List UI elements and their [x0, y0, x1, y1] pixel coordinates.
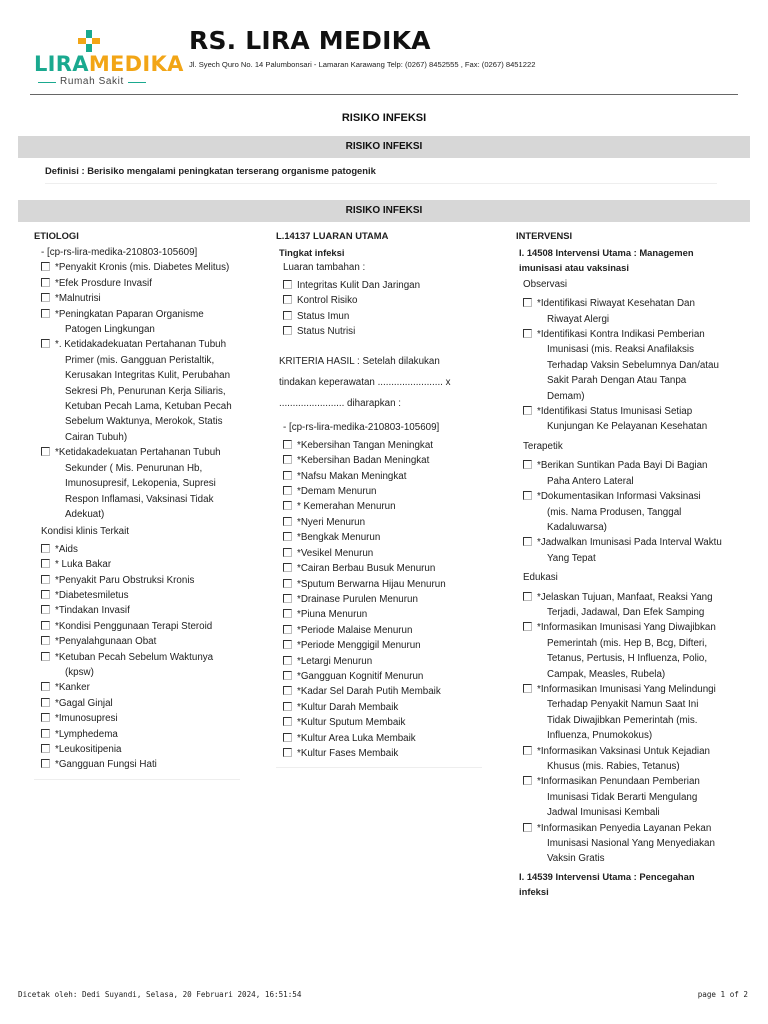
kriteria-item[interactable] [283, 638, 482, 653]
etiologi-item[interactable] [41, 445, 240, 522]
kondisi-item[interactable] [41, 711, 240, 726]
checkbox[interactable] [283, 579, 292, 588]
kriteria-item-label: *Letargi Menurun [297, 655, 373, 667]
document-title: RISIKO INFEKSI [341, 112, 427, 124]
luaran-item-label: Status Nutrisi [297, 326, 356, 338]
intervensi-item-label: *Identifikasi Riwayat Kesehatan Dan Riwayat Alergi [537, 298, 695, 325]
kriteria-item[interactable] [283, 669, 482, 684]
terapetik-list [516, 458, 722, 566]
etiologi-item-label: *Ketidakadekuatan Pertahanan Tubuh Sekunder ( Mis. Penurunan Hb, Imunosupresif, Lekopenia, Supresi Respon Inflamasi, Vaksinasi Tidak Adekuat) [55, 447, 221, 520]
kondisi-item-label: *Aids [55, 543, 78, 555]
kriteria-item[interactable] [283, 484, 482, 499]
kriteria-item-label: *Bengkak Menurun [297, 532, 381, 544]
edukasi-item[interactable] [523, 744, 722, 775]
etiologi-item[interactable] [41, 337, 240, 445]
section-band-top: RISIKO INFEKSI [18, 136, 750, 158]
checkbox[interactable] [41, 575, 50, 584]
checkbox[interactable] [41, 621, 50, 630]
intervensi-column [516, 228, 722, 900]
kriteria-item[interactable] [283, 746, 482, 761]
kriteria-item-label: *Sputum Berwarna Hijau Menurun [297, 578, 446, 590]
kondisi-item-label: *Tindakan Invasif [55, 605, 130, 617]
etiologi-item[interactable] [41, 291, 240, 306]
edukasi-label: Edukasi [523, 572, 558, 584]
checkbox[interactable] [283, 656, 292, 665]
kriteria-item-label: *Drainase Purulen Menurun [297, 593, 418, 605]
kriteria-item-label: *Nafsu Makan Meningkat [297, 470, 407, 482]
observasi-item[interactable] [523, 327, 722, 404]
luaran-heading: L.14137 LUARAN UTAMA [276, 230, 389, 241]
kriteria-item[interactable] [283, 515, 482, 530]
checkbox[interactable] [523, 684, 532, 693]
edukasi-item[interactable] [523, 682, 722, 744]
kriteria-item-label: *Nyeri Menurun [297, 516, 366, 528]
etiologi-list [34, 260, 240, 522]
kriteria-item[interactable] [283, 438, 482, 453]
luaran-tambahan-item[interactable] [283, 309, 482, 324]
logo-medika: MEDIKA [88, 52, 184, 76]
checkbox[interactable] [41, 447, 50, 456]
logo-subtitle: Rumah Sakit [60, 76, 124, 87]
checkbox[interactable] [41, 744, 50, 753]
kriteria-item-label: *Kadar Sel Darah Putih Membaik [297, 686, 441, 698]
kriteria-item[interactable] [283, 453, 482, 468]
kondisi-item[interactable] [41, 757, 240, 772]
checkbox[interactable] [523, 622, 532, 631]
kriteria-item[interactable] [283, 623, 482, 638]
kriteria-line: tindakan keperawatan ........................ x [279, 377, 451, 389]
etiologi-item[interactable] [41, 260, 240, 275]
luaran-tambahan-list [276, 278, 482, 340]
checkbox[interactable] [523, 746, 532, 755]
terapetik-item[interactable] [523, 458, 722, 489]
checkbox[interactable] [523, 406, 532, 415]
document-header [0, 0, 768, 96]
column-divider [34, 779, 240, 780]
kondisi-label: Kondisi klinis Terkait [41, 526, 130, 538]
checkbox[interactable] [283, 295, 292, 304]
checkbox[interactable] [283, 702, 292, 711]
kriteria-item-label: *Periode Menggigil Menurun [297, 640, 421, 652]
kriteria-item[interactable] [283, 607, 482, 622]
checkbox[interactable] [41, 652, 50, 661]
edukasi-item[interactable] [523, 774, 722, 820]
kriteria-item[interactable] [283, 577, 482, 592]
terapetik-item[interactable] [523, 489, 722, 535]
kondisi-item-label: *Diabetesmiletus [55, 589, 129, 601]
checkbox[interactable] [523, 298, 532, 307]
luaran-cp-ref: - [cp-rs-lira-medika-210803-105609] [283, 422, 440, 434]
kriteria-item[interactable] [283, 561, 482, 576]
page-number: page 1 of 2 [697, 990, 748, 999]
hospital-address: Jl. Syech Quro No. 14 Palumbonsari - Lamaran Karawang Telp: (0267) 8452555 , Fax: (0267) 8451222 [189, 60, 536, 69]
checkbox[interactable] [523, 823, 532, 832]
luaran-column [276, 228, 482, 768]
intervensi-item-label: *Informasikan Imunisasi Yang Melindungi Terhadap Penyakit Namun Saat Ini Tidak Diwajibkan Pemerintah (mis. Influenza, Pnumokokus) [537, 683, 716, 742]
checkbox[interactable] [523, 329, 532, 338]
etiologi-item[interactable] [41, 276, 240, 291]
luaran-item-label: Integritas Kulit Dan Jaringan [297, 279, 421, 291]
checkbox[interactable] [283, 440, 292, 449]
checkbox[interactable] [41, 339, 50, 348]
definition-divider [45, 183, 717, 184]
print-info: Dicetak oleh: Dedi Suyandi, Selasa, 20 Februari 2024, 16:51:54 [18, 990, 302, 999]
observasi-label: Observasi [523, 278, 568, 290]
checkbox[interactable] [41, 636, 50, 645]
checkbox[interactable] [283, 686, 292, 695]
kriteria-item-label: *Kultur Sputum Membaik [297, 717, 406, 729]
checkbox[interactable] [41, 713, 50, 722]
etiologi-item[interactable] [41, 307, 240, 338]
checkbox[interactable] [283, 326, 292, 335]
kriteria-item[interactable] [283, 700, 482, 715]
kriteria-item-label: *Gangguan Kognitif Menurun [297, 670, 424, 682]
kondisi-item[interactable] [41, 634, 240, 649]
intervensi-item-label: *Informasikan Penundaan Pemberian Imunisasi Tidak Berarti Mengulang Jadwal Imunisasi Kembali [537, 776, 700, 819]
checkbox[interactable] [41, 590, 50, 599]
checkbox[interactable] [283, 471, 292, 480]
column-divider [276, 767, 482, 768]
kriteria-item-label: * Kemerahan Menurun [297, 501, 396, 513]
kondisi-item-label: *Gangguan Fungsi Hati [55, 759, 157, 771]
kondisi-item-label: *Penyalahgunaan Obat [55, 636, 157, 648]
kondisi-item-label: *Penyakit Paru Obstruksi Kronis [55, 574, 195, 586]
kriteria-item[interactable] [283, 499, 482, 514]
checkbox[interactable] [41, 309, 50, 318]
kriteria-item[interactable] [283, 684, 482, 699]
intervensi-item-label: *Jelaskan Tujuan, Manfaat, Reaksi Yang Terjadi, Jadawal, Dan Efek Samping [537, 591, 713, 618]
terapetik-label: Terapetik [523, 440, 563, 452]
edukasi-item[interactable] [523, 821, 722, 867]
kondisi-item[interactable] [41, 588, 240, 603]
kriteria-item-label: *Kebersihan Badan Meningkat [297, 455, 430, 467]
definition-text: Definisi : Berisiko mengalami peningkatan terserang organisme patogenik [45, 165, 376, 176]
checkbox[interactable] [523, 537, 532, 546]
checkbox[interactable] [283, 563, 292, 572]
hospital-logo [34, 28, 184, 88]
etiologi-item-label: *Malnutrisi [55, 293, 101, 305]
checkbox[interactable] [283, 311, 292, 320]
observasi-item[interactable] [523, 296, 722, 327]
checkbox[interactable] [283, 640, 292, 649]
kriteria-item[interactable] [283, 546, 482, 561]
kondisi-item-label: *Imunosupresi [55, 713, 118, 725]
kondisi-item[interactable] [41, 727, 240, 742]
intervensi-title-1: I. 14508 Intervensi Utama : Managemen imunisasi atau vaksinasi [519, 247, 694, 274]
kriteria-item[interactable] [283, 530, 482, 545]
kriteria-item-label: *Piuna Menurun [297, 609, 368, 621]
checkbox[interactable] [41, 729, 50, 738]
checkbox[interactable] [41, 605, 50, 614]
kriteria-item-label: *Kultur Fases Membaik [297, 747, 399, 759]
observasi-list [516, 296, 722, 435]
kriteria-item[interactable] [283, 592, 482, 607]
kondisi-item[interactable] [41, 742, 240, 757]
checkbox[interactable] [283, 748, 292, 757]
kriteria-item-label: *Cairan Berbau Busuk Menurun [297, 563, 436, 575]
checkbox[interactable] [283, 501, 292, 510]
edukasi-item[interactable] [523, 590, 722, 621]
kondisi-item-label: *Ketuban Pecah Sebelum Waktunya (kpsw) [55, 651, 214, 678]
etiologi-item-label: *Penyakit Kronis (mis. Diabetes Melitus) [55, 262, 230, 274]
luaran-tambahan-item[interactable] [283, 324, 482, 339]
kondisi-item-label: *Kondisi Penggunaan Terapi Steroid [55, 620, 213, 632]
logo-wordmark [34, 52, 184, 76]
kondisi-item-label: *Gagal Ginjal [55, 697, 113, 709]
checkbox[interactable] [283, 609, 292, 618]
kondisi-item[interactable] [41, 619, 240, 634]
kondisi-item[interactable] [41, 650, 240, 681]
edukasi-list [516, 590, 722, 867]
luaran-tambahan-item[interactable] [283, 278, 482, 293]
observasi-item[interactable] [523, 404, 722, 435]
kondisi-item[interactable] [41, 603, 240, 618]
intervensi-heading: INTERVENSI [516, 230, 573, 241]
kriteria-item-label: *Kultur Darah Membaik [297, 701, 399, 713]
kriteria-item-label: *Periode Malaise Menurun [297, 624, 413, 636]
kondisi-item[interactable] [41, 696, 240, 711]
kriteria-line: ........................ diharapkan : [279, 398, 401, 410]
kriteria-item[interactable] [283, 654, 482, 669]
kondisi-item[interactable] [41, 573, 240, 588]
kriteria-list [276, 438, 482, 762]
intervensi-item-label: *Identifikasi Status Imunisasi Setiap Kunjungan Ke Pelayanan Kesehatan [537, 406, 708, 433]
checkbox[interactable] [41, 262, 50, 271]
kriteria-line: KRITERIA HASIL : Setelah dilakukan [279, 356, 440, 368]
luaran-item-label: Status Imun [297, 310, 350, 322]
checkbox[interactable] [523, 460, 532, 469]
etiologi-column [34, 228, 240, 780]
terapetik-item[interactable] [523, 535, 722, 566]
intervensi-item-label: *Jadwalkan Imunisasi Pada Interval Waktu Yang Tepat [537, 537, 722, 564]
checkbox[interactable] [283, 733, 292, 742]
checkbox[interactable] [283, 625, 292, 634]
checkbox[interactable] [283, 517, 292, 526]
luaran-tambahan-label: Luaran tambahan : [283, 262, 366, 274]
medical-cross-icon [76, 28, 102, 54]
checkbox[interactable] [41, 278, 50, 287]
etiologi-item-label: *Peningkatan Paparan Organisme Patogen Lingkungan [55, 308, 204, 336]
etiologi-item-label: *. Ketidakadekuatan Pertahanan Tubuh Primer (mis. Gangguan Peristaltik, Kerusakan Integritas Kulit, Perubahan Sekresi Ph, Penurunan Kerja Siliaris, Ketuban Pecah Lama, Ketuban Pecah Sebelum Waktunya, Merokok, Statis Cairan Tubuh) [55, 339, 232, 443]
kriteria-item-label: *Vesikel Menurun [297, 547, 374, 559]
section-band-main: RISIKO INFEKSI [18, 200, 750, 222]
intervensi-item-label: *Informasikan Imunisasi Yang Diwajibkan Pemerintah (mis. Hep B, Bcg, Difteri, Tetanus, Pertusis, H Influenza, Polio, Campak, Measles, Rubela) [537, 622, 716, 680]
intervensi-item-label: *Dokumentasikan Informasi Vaksinasi (mis. Nama Produsen, Tanggal Kadaluwarsa) [537, 491, 701, 533]
kondisi-item-label: *Kanker [55, 682, 90, 694]
intervensi-item-label: *Berikan Suntikan Pada Bayi Di Bagian Paha Antero Lateral [537, 460, 708, 487]
kondisi-item[interactable] [41, 542, 240, 557]
kondisi-list [34, 542, 240, 773]
checkbox[interactable] [283, 486, 292, 495]
checkbox[interactable] [41, 698, 50, 707]
intervensi-title-2: I. 14539 Intervensi Utama : Pencegahan infeksi [519, 870, 695, 898]
checkbox[interactable] [283, 671, 292, 680]
checkbox[interactable] [41, 293, 50, 302]
checkbox[interactable] [523, 491, 532, 500]
checkbox[interactable] [283, 280, 292, 289]
kondisi-item-label: *Lymphedema [55, 728, 118, 740]
edukasi-item[interactable] [523, 620, 722, 682]
logo-lira: LIRA [34, 52, 89, 76]
header-divider [30, 94, 738, 95]
kriteria-item-label: *Kultur Area Luka Membaik [297, 732, 416, 744]
checkbox[interactable] [523, 592, 532, 601]
etiologi-item-label: *Efek Prosdure Invasif [55, 277, 152, 289]
etiologi-heading: ETIOLOGI [34, 230, 79, 241]
kriteria-item[interactable] [283, 715, 482, 730]
checkbox[interactable] [41, 544, 50, 553]
checkbox[interactable] [283, 532, 292, 541]
intervensi-item-label: *Identifikasi Kontra Indikasi Pemberian Imunisasi (mis. Reaksi Anafilaksis Terhadap Vaksin Sebelumnya Dan/atau Sakit Parah Dengan Atau Tanpa Demam) [537, 329, 719, 402]
kriteria-item[interactable] [283, 469, 482, 484]
checkbox[interactable] [41, 759, 50, 768]
checkbox[interactable] [283, 548, 292, 557]
checkbox[interactable] [283, 455, 292, 464]
kondisi-item-label: * Luka Bakar [55, 559, 112, 571]
hospital-name: RS. LIRA MEDIKA [189, 26, 431, 55]
kriteria-hasil [276, 351, 482, 414]
kondisi-item-label: *Leukositipenia [55, 744, 122, 755]
checkbox[interactable] [283, 717, 292, 726]
checkbox[interactable] [523, 776, 532, 785]
kriteria-item-label: *Demam Menurun [297, 486, 377, 498]
checkbox[interactable] [41, 559, 50, 568]
kondisi-item[interactable] [41, 680, 240, 695]
tingkat-infeksi: Tingkat infeksi [279, 247, 345, 258]
kriteria-item-label: *Kebersihan Tangan Meningkat [297, 439, 433, 451]
intervensi-item-label: *Informasikan Penyedia Layanan Pekan Imunisasi Nasional Yang Menyediakan Vaksin Gratis [537, 822, 715, 865]
kondisi-item[interactable] [41, 557, 240, 572]
luaran-tambahan-item[interactable] [283, 293, 482, 308]
checkbox[interactable] [283, 594, 292, 603]
etiologi-cp-ref: - [cp-rs-lira-medika-210803-105609] [41, 247, 198, 258]
luaran-item-label: Kontrol Risiko [297, 295, 358, 307]
checkbox[interactable] [41, 682, 50, 691]
intervensi-item-label: *Informasikan Vaksinasi Untuk Kejadian Khusus (mis. Rabies, Tetanus) [537, 745, 710, 772]
kriteria-item[interactable] [283, 731, 482, 746]
